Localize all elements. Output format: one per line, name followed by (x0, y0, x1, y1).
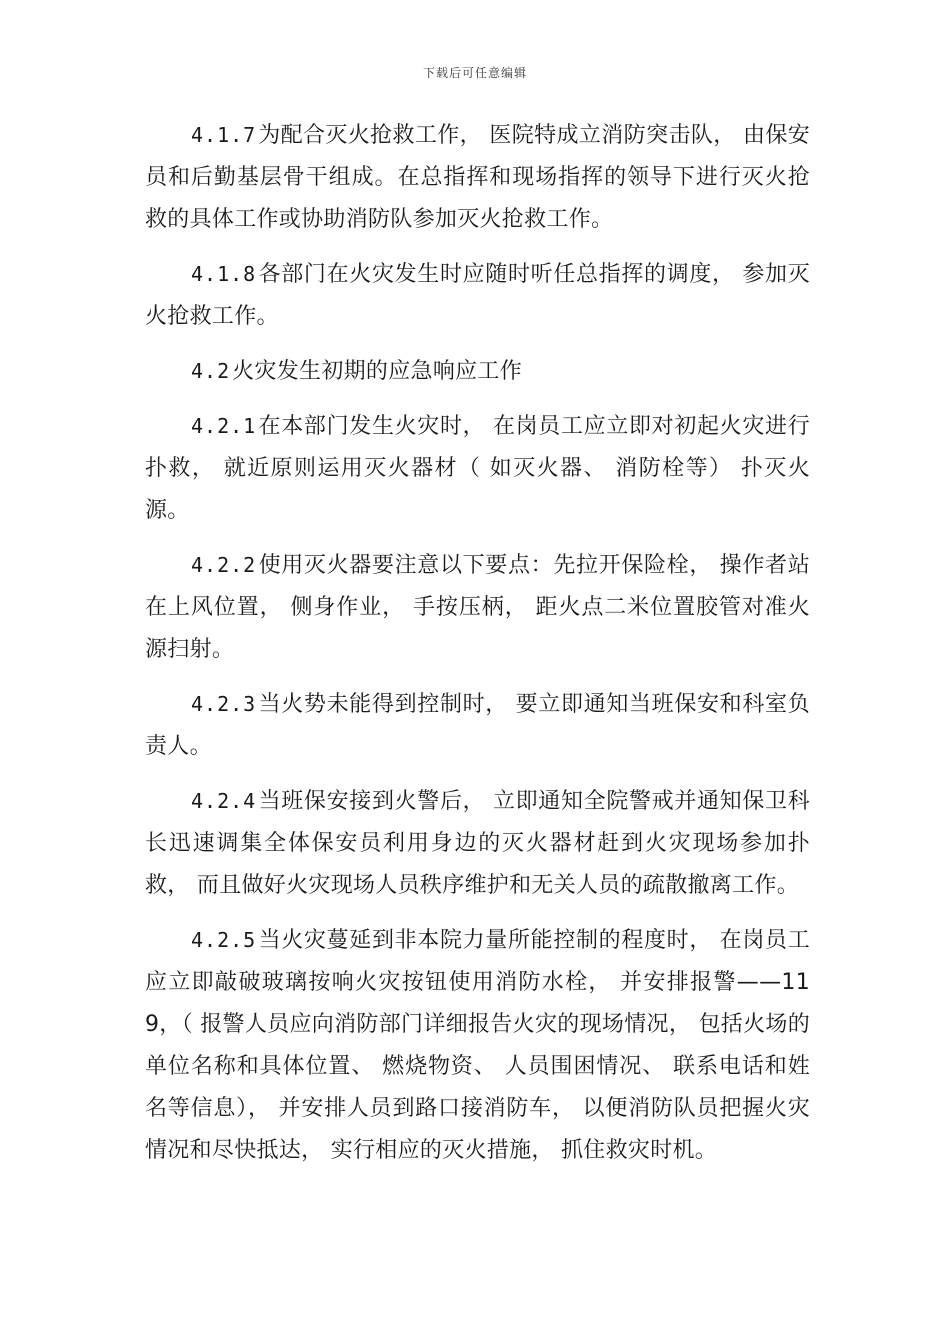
document-body (145, 114, 810, 1184)
section-number: 4.2.5 (191, 928, 257, 952)
paragraph-text: 为配合灭火抢救工作， 医院特成立消防突击队， 由保安员和后勤基层骨干组成。在总指挥和现场指挥的领导下进行灭火抢救的具体工作或协助消防队参加灭火抢救工作。 (145, 123, 810, 232)
paragraph-4-2-5 (145, 919, 810, 1172)
paragraph-4-2-2 (145, 544, 810, 671)
paragraph-text: 在本部门发生火灾时， 在岗员工应立即对初起火灾进行扑救， 就近原则运用灭火器材（ 如灭火器、 消防栓等） 扑灭火源。 (145, 414, 810, 523)
section-number: 4.2.2 (191, 553, 257, 577)
page-header: 下载后可任意编辑 (422, 66, 527, 80)
section-number: 4.2.3 (191, 692, 257, 716)
section-heading-text: 火灾发生初期的应急响应工作 (232, 359, 523, 384)
paragraph-4-2-4 (145, 780, 810, 907)
section-number: 4.2 (191, 359, 231, 383)
paragraph-text: 使用灭火器要注意以下要点：先拉开保险栓， 操作者站在上风位置， 侧身作业， 手按压柄， 距火点二米位置胶管对准火源扫射。 (145, 553, 811, 662)
paragraph-4-2-1 (145, 405, 810, 532)
section-number: 4.2.1 (191, 414, 257, 438)
section-number: 4.1.7 (191, 123, 257, 147)
paragraph-4-1-7 (145, 114, 810, 241)
paragraph-4-1-8 (145, 253, 810, 338)
paragraph-text: 当班保安接到火警后， 立即通知全院警戒并通知保卫科长迅速调集全体保安员利用身边的灭火器材赶到火灾现场参加扑救， 而且做好火灾现场人员秩序维护和无关人员的疏散撤离工作。 (145, 789, 810, 898)
paragraph-text: 各部门在火灾发生时应随时听任总指挥的调度， 参加灭火抢救工作。 (145, 262, 810, 329)
paragraph-4-2-3 (145, 683, 810, 768)
paragraph-text: 当火灾蔓延到非本院力量所能控制的程度时， 在岗员工应立即敲破玻璃按响火灾按钮使用消防水栓， 并安排报警——119，（ 报警人员应向消防部门详细报告火灾的现场情况， 包括火场的单位名称和具体位置、 燃烧物资、 人员围困情况、 联系电话和姓名等信息）， 并安排人员到路口接消防车， 以便消防队员把握火灾情况和尽快抵达， 实行相应的灭火措施， 抓住救灾时机。 (145, 928, 811, 1163)
section-heading-4-2 (145, 350, 810, 393)
section-number: 4.1.8 (191, 262, 257, 286)
section-number: 4.2.4 (191, 789, 257, 813)
paragraph-text: 当火势未能得到控制时， 要立即通知当班保安和科室负责人。 (145, 692, 810, 759)
